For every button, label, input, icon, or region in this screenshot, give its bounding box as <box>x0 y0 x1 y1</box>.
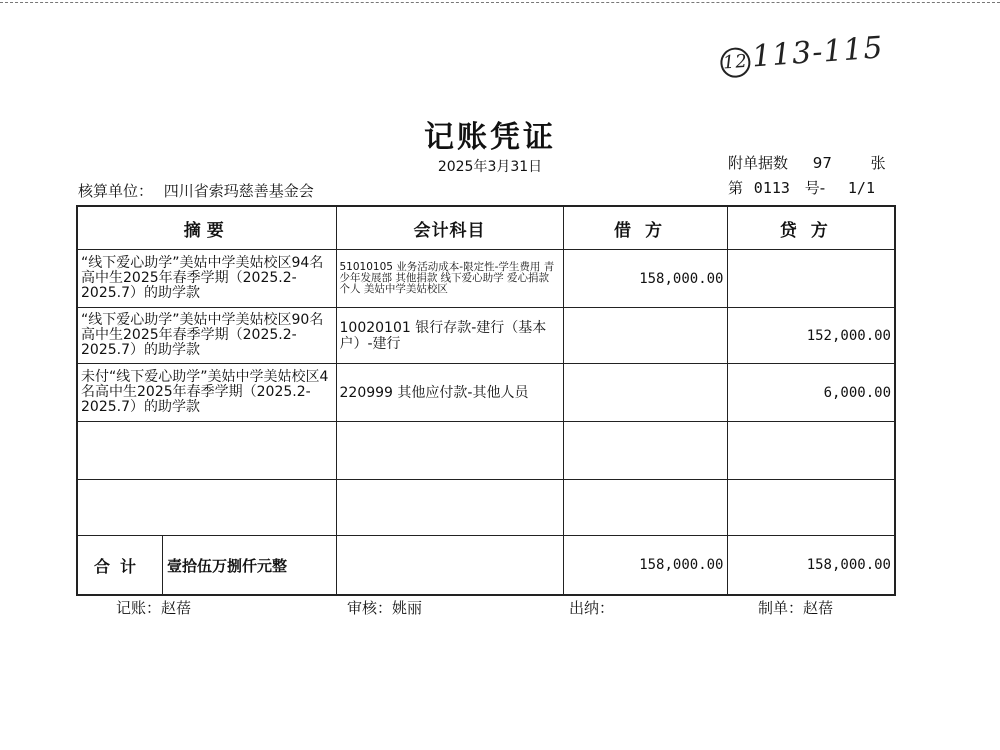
accounting-unit-name: 四川省索玛慈善基金会 <box>163 182 314 200</box>
cashier-signature <box>569 597 614 618</box>
row-debit <box>563 364 727 422</box>
bookkeeper-label: 记账： <box>116 599 162 617</box>
accounting-unit-label: 核算单位： <box>78 182 154 200</box>
preparer-label: 制单： <box>758 599 804 617</box>
preparer-name: 赵蓓 <box>803 599 834 617</box>
header-credit: 贷方 <box>727 206 895 250</box>
voucher-table <box>76 205 896 596</box>
attachment-unit: 张 <box>870 154 886 172</box>
attachment-number: 97 <box>812 154 832 172</box>
total-row <box>77 536 895 596</box>
empty-cell <box>727 480 895 536</box>
row-credit: 6,000.00 <box>727 364 895 422</box>
row-credit <box>727 250 895 308</box>
empty-cell <box>77 422 336 480</box>
empty-row <box>77 480 895 536</box>
row-account: 10020101 银行存款-建行（基本户）-建行 <box>336 308 563 364</box>
table-header-row <box>77 206 895 250</box>
row-summary: 未付“线下爱心助学”美姑中学美姑校区4名高中生2025年春季学期（2025.2-2025.7）的助学款 <box>77 364 336 422</box>
row-summary: “线下爱心助学”美姑中学美姑校区94名高中生2025年春季学期（2025.2-2025.7）的助学款 <box>77 250 336 308</box>
total-credit: 158,000.00 <box>727 536 895 596</box>
empty-cell <box>563 422 727 480</box>
header-debit: 借方 <box>563 206 727 250</box>
empty-cell <box>336 480 563 536</box>
handwritten-annotation <box>719 30 885 78</box>
voucher-number <box>728 177 875 198</box>
attachment-label: 附单据数 <box>728 154 789 172</box>
reviewer-label: 审核： <box>347 599 393 617</box>
cashier-label: 出纳： <box>569 599 615 617</box>
row-account: 220999 其他应付款-其他人员 <box>336 364 563 422</box>
table-row <box>77 308 895 364</box>
voucher-suffix: 号- <box>804 179 826 197</box>
empty-cell <box>77 480 336 536</box>
voucher-page: 1/1 <box>847 179 875 197</box>
voucher-date: 2025年3月31日 <box>437 159 543 175</box>
scan-top-edge <box>0 2 1000 3</box>
row-debit <box>563 308 727 364</box>
total-blank <box>336 536 563 596</box>
total-label: 合计 <box>78 536 163 594</box>
circled-number: 12 <box>719 47 751 79</box>
header-account: 会计科目 <box>336 206 563 250</box>
row-credit: 152,000.00 <box>727 308 895 364</box>
empty-cell <box>563 480 727 536</box>
table-row <box>77 364 895 422</box>
row-account: 51010105 业务活动成本-限定性-学生费用 青少年发展部 其他捐款 线下爱心助学 爱心捐款 个人 美姑中学美姑校区 <box>336 250 563 308</box>
attachment-count <box>728 152 886 173</box>
row-summary: “线下爱心助学”美姑中学美姑校区90名高中生2025年春季学期（2025.2-2025.7）的助学款 <box>77 308 336 364</box>
document-title: 记账凭证 <box>424 120 556 155</box>
reviewer-name: 姚丽 <box>392 599 423 617</box>
empty-row <box>77 422 895 480</box>
total-label-cell <box>77 536 336 596</box>
row-debit: 158,000.00 <box>563 250 727 308</box>
empty-cell <box>336 422 563 480</box>
accounting-unit <box>78 180 314 201</box>
handwritten-page-range: 113-115 <box>750 30 885 75</box>
bookkeeper-name: 赵蓓 <box>161 599 192 617</box>
voucher-number-value: 0113 <box>753 179 790 197</box>
voucher-prefix: 第 <box>728 179 744 197</box>
header-summary: 摘要 <box>77 206 336 250</box>
total-amount-in-words: 壹拾伍万捌仟元整 <box>167 556 288 575</box>
table-row <box>77 250 895 308</box>
empty-cell <box>727 422 895 480</box>
total-debit: 158,000.00 <box>563 536 727 596</box>
reviewer-signature <box>347 597 422 618</box>
bookkeeper-signature <box>116 597 191 618</box>
preparer-signature <box>758 597 833 618</box>
